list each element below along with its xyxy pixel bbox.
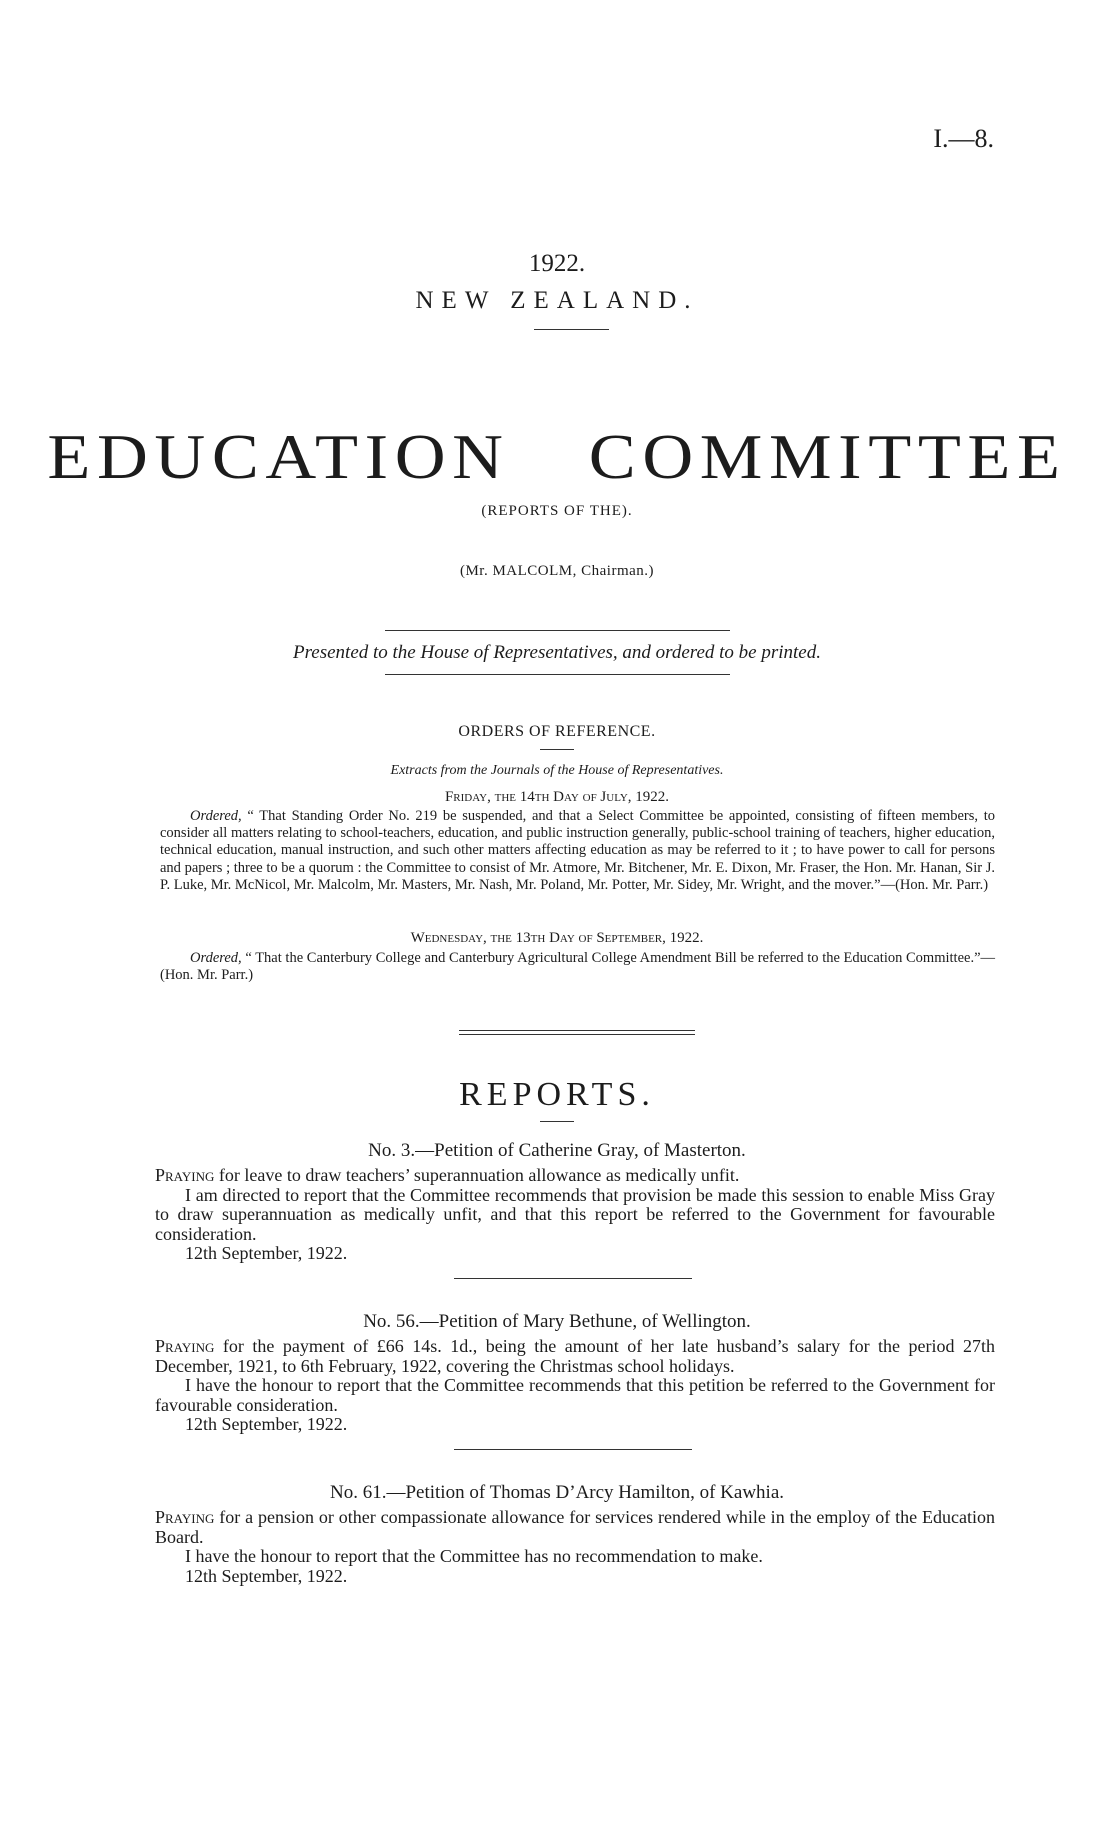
orders-heading: ORDERS OF REFERENCE.	[458, 723, 656, 740]
presented-note: Presented to the House of Representatives, and ordered to be printed.	[292, 642, 821, 663]
praying-text: for the payment of £66 14s. 1d., being the amount of her late husband’s salary for the period 27th December, 1921, to 6th February, 1922, covering the Christmas school holidays.	[155, 1336, 995, 1376]
report-date: 12th September, 1922.	[185, 1243, 348, 1264]
order-date: Wednesday, the 13th Day of September, 1922.	[410, 930, 704, 946]
order-paragraph	[160, 950, 995, 984]
petition-body	[155, 1166, 995, 1264]
extracts-line: Extracts from the Journals of the House of Representatives.	[390, 763, 724, 778]
divider	[454, 1449, 692, 1450]
report-text: I have the honour to report that the Committee recommends that this petition be referred to the Government for favourable consideration.	[155, 1375, 995, 1415]
praying-text: for leave to draw teachers’ superannuation allowance as medically unfit.	[218, 1165, 740, 1185]
chairman-note: (Mr. MALCOLM, Chairman.)	[459, 563, 655, 579]
petition-heading: No. 56.—Petition of Mary Bethune, of Wellington.	[363, 1311, 751, 1332]
petition-body	[155, 1508, 995, 1586]
double-divider-top	[459, 1030, 695, 1031]
divider	[385, 674, 730, 675]
document-title: EDUCATION COMMITTEE	[47, 421, 1067, 492]
reports-heading: REPORTS.	[459, 1076, 655, 1113]
order-text: “ That the Canterbury College and Canterbury Agricultural College Amendment Bill be referred to the Education Committee.”—(Hon. Mr. Parr.)	[160, 950, 996, 984]
ordered-label: Ordered,	[190, 808, 242, 824]
country: NEW ZEALAND.	[415, 287, 699, 314]
report-text: I am directed to report that the Committee recommends that provision be made this session to enable Miss Gray to draw superannuation as medically unfit, and that this report be referred to the Government for favourable consideration.	[155, 1184, 995, 1244]
petition-heading: No. 3.—Petition of Catherine Gray, of Masterton.	[368, 1140, 746, 1161]
petition-body	[155, 1337, 995, 1435]
page-reference: I.—8.	[933, 124, 994, 153]
divider	[534, 329, 609, 330]
document-subtitle: (REPORTS OF THE).	[481, 503, 633, 519]
double-divider-bottom	[459, 1034, 695, 1035]
divider	[454, 1278, 692, 1279]
divider	[540, 1121, 574, 1122]
order-text: “ That Standing Order No. 219 be suspended, and that a Select Committee be appointed, consisting of fifteen members, to consider all matters relating to school-teachers, education, and public instruction generally, public-school training of teachers, higher education, technical education, manual instruction, and such other matters affecting education as may be referred to it ; to have power to call for persons and papers ; three to be a quorum : the Committee to consist of Mr. Atmore, Mr. Bitchener, Mr. E. Dixon, Mr. Fraser, the Hon. Mr. Hanan, Sir J. P. Luke, Mr. McNicol, Mr. Malcolm, Mr. Masters, Mr. Nash, Mr. Poland, Mr. Potter, Mr. Sidey, Mr. Wright, and the mover.”—(Hon. Mr. Parr.)	[160, 808, 996, 893]
divider	[540, 749, 574, 750]
ordered-label: Ordered,	[190, 950, 242, 966]
report-date: 12th September, 1922.	[185, 1565, 348, 1586]
praying-label: Praying	[155, 1507, 215, 1527]
year: 1922.	[528, 250, 586, 277]
praying-label: Praying	[155, 1336, 215, 1356]
petition-heading: No. 61.—Petition of Thomas D’Arcy Hamilton, of Kawhia.	[330, 1482, 784, 1503]
praying-label: Praying	[155, 1165, 215, 1185]
order-date: Friday, the 14th Day of July, 1922.	[444, 789, 670, 805]
report-date: 12th September, 1922.	[185, 1414, 348, 1435]
report-text: I have the honour to report that the Committee has no recommendation to make.	[185, 1546, 763, 1567]
order-paragraph	[160, 808, 995, 894]
divider	[385, 630, 730, 631]
praying-text: for a pension or other compassionate allowance for services rendered while in the employ of the Education Board.	[155, 1507, 996, 1547]
